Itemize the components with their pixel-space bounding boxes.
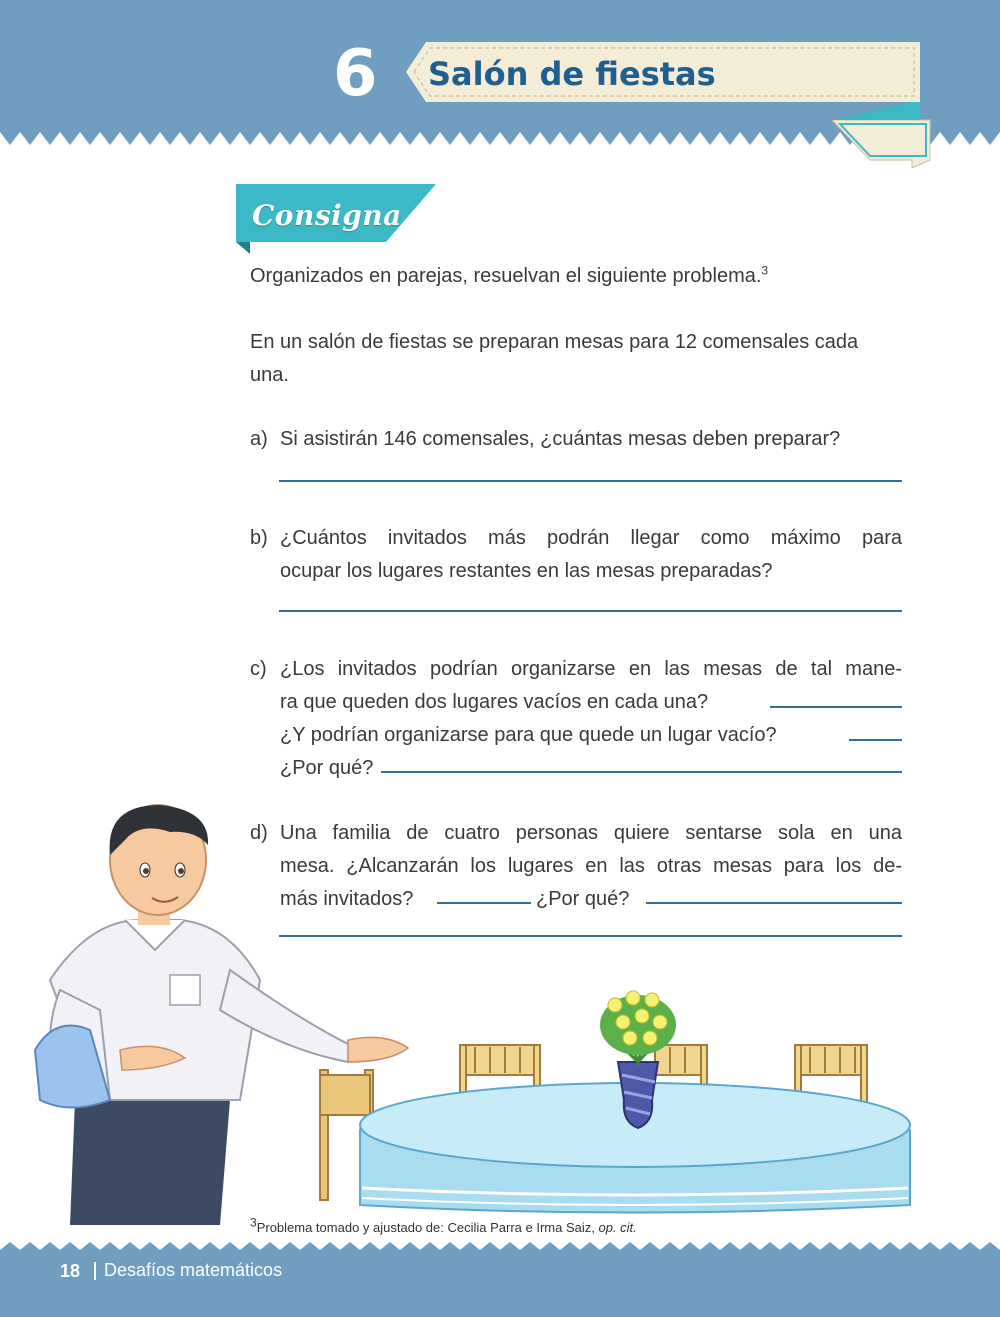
problem-line-1: En un salón de fiestas se preparan mesas para 12 comensales cada (250, 331, 859, 353)
footnote-text: Problema tomado y ajustado de: Cecilia Parra e Irma Saiz, (256, 1220, 599, 1235)
waiter (35, 805, 408, 1225)
page-title: Salón de fiestas (428, 55, 716, 93)
answer-line-c1[interactable] (770, 706, 902, 708)
question-a-letter: a) (250, 428, 268, 450)
question-d-letter: d) (250, 822, 268, 844)
question-c-line-1: ¿Los invitados podrían organizarse en las mesas de tal mane- (280, 658, 902, 680)
question-d-line-1: Una familia de cuatro personas quiere sentarse sola en una (280, 822, 902, 844)
instruction-text: Organizados en parejas, resuelvan el siguiente problema. (250, 265, 762, 287)
page-number: 18 (60, 1261, 81, 1281)
footnote-italic: op. cit. (598, 1220, 637, 1235)
question-c-line-2: ra que queden dos lugares vacíos en cada una? (280, 691, 709, 713)
question-d-line-3: más invitados? (280, 888, 414, 910)
book-title: Desafíos matemáticos (104, 1260, 283, 1280)
answer-line-a[interactable] (279, 480, 902, 482)
footnote-marker: 3 (250, 1215, 257, 1230)
footnote (250, 1215, 637, 1237)
footer-separator (94, 1262, 96, 1280)
footnote-ref: 3 (761, 263, 769, 278)
question-c-line-4: ¿Por qué? (280, 757, 374, 779)
question-b-line-2: ocupar los lugares restantes en las mesas preparadas? (280, 560, 773, 582)
answer-line-c3[interactable] (381, 771, 902, 773)
answer-line-c2[interactable] (849, 739, 902, 741)
answer-line-b[interactable] (279, 610, 902, 612)
instruction (250, 260, 902, 293)
waiter-table-illustration (30, 800, 920, 1225)
question-c-letter: c) (250, 658, 267, 680)
problem-line-2: una. (250, 364, 289, 386)
question-c-line-3: ¿Y podrían organizarse para que quede un lugar vacío? (280, 724, 777, 746)
question-d-line-3b: ¿Por qué? (536, 888, 630, 910)
lesson-number: 6 (333, 37, 378, 111)
question-b-line-1: ¿Cuántos invitados más podrán llegar como máximo para (280, 527, 902, 549)
problem-statement (250, 326, 902, 392)
section-label: Consigna (252, 199, 402, 232)
question-b-letter: b) (250, 527, 268, 549)
question-a-text: Si asistirán 146 comensales, ¿cuántas mesas deben preparar? (280, 428, 841, 450)
question-d-line-2: mesa. ¿Alcanzarán los lugares en las otras mesas para los de- (280, 855, 902, 877)
